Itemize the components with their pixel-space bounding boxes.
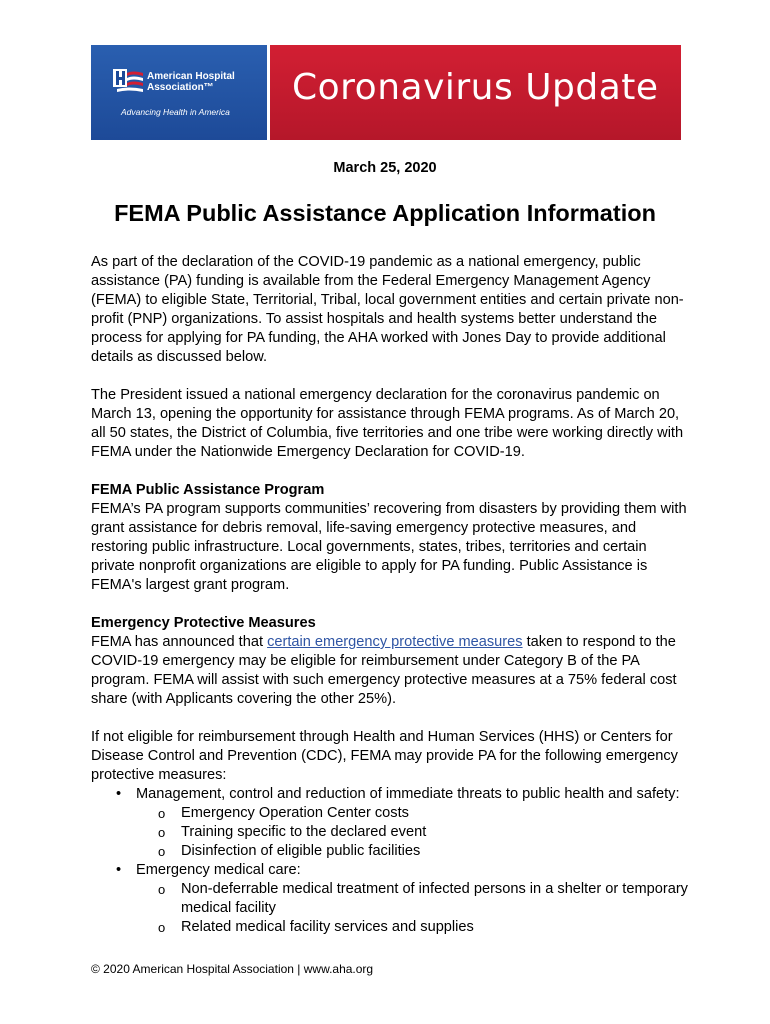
aha-logo-icon <box>113 69 143 95</box>
document-body <box>91 253 691 937</box>
epm-body-end: taken to respond to the COVID-19 emergency may be eligible for reimbursement under Category B of the PA program. FEMA will assist with such emergency protective measures at a 75% federal cost share (with Applicants covering the other 25%). <box>91 634 677 707</box>
header-banner <box>91 45 681 140</box>
measures-list <box>91 785 691 937</box>
sub-list-item: o Training specific to the declared event <box>136 823 691 842</box>
sub-list-item: o Disinfection of eligible public facilities <box>136 842 691 861</box>
sub-list-item: o Related medical facility services and supplies <box>136 918 691 937</box>
sub-list-item: o Emergency Operation Center costs <box>136 804 691 823</box>
pa-program-heading: FEMA Public Assistance Program <box>91 482 325 498</box>
banner-title: Coronavirus Update <box>292 67 659 108</box>
eligibility-paragraph: If not eligible for reimbursement through Health and Human Services (HHS) or Centers for Disease Control and Prevention (CDC), FEMA may provide PA for the following emergency protective measures: <box>91 729 678 783</box>
banner-title-panel <box>270 45 681 140</box>
org-tagline: Advancing Health in America <box>121 107 230 117</box>
sub-list-item: o Non-deferrable medical treatment of infected persons in a shelter or temporary medical facility <box>136 880 691 918</box>
epm-link[interactable]: certain emergency protective measures <box>267 634 523 650</box>
intro-paragraph: As part of the declaration of the COVID-19 pandemic as a national emergency, public assistance (PA) funding is available from the Federal Emergency Management Agency (FEMA) to eligible State, Territorial, Tribal, local government entities and certain private non-profit (PNP) organizations. To assist hospitals and health systems better understand the process for applying for PA funding, the AHA worked with Jones Day to provide additional details as discussed below. <box>91 254 684 365</box>
bullet-text: Emergency medical care: <box>136 862 301 878</box>
list-item <box>91 785 691 861</box>
aha-logo-panel <box>91 45 267 140</box>
document-date: March 25, 2020 <box>333 160 437 176</box>
pa-program-body: FEMA’s PA program supports communities’ recovering from disasters by providing them with grant assistance for debris removal, life-saving emergency protective measures, and restoring public infrastructure. Local governments, states, tribes, territories and certain private nonprofit organizations are eligible to apply for PA funding. Public Assistance is FEMA's largest grant program. <box>91 501 687 593</box>
epm-heading: Emergency Protective Measures <box>91 615 316 631</box>
org-name: American Hospital Association™ <box>147 71 235 93</box>
epm-section <box>91 614 691 709</box>
sub-list <box>136 804 691 861</box>
page-footer: © 2020 American Hospital Association | www.aha.org <box>91 962 374 976</box>
list-item <box>91 861 691 937</box>
epm-body-start: FEMA has announced that <box>91 634 268 650</box>
page-title: FEMA Public Assistance Application Information <box>114 200 656 226</box>
bullet-text: Management, control and reduction of immediate threats to public health and safety: <box>136 786 680 802</box>
declaration-paragraph: The President issued a national emergency declaration for the coronavirus pandemic on March 13, opening the opportunity for assistance through FEMA programs. As of March 20, all 50 states, the District of Columbia, five territories and one tribe were working directly with FEMA under the Nationwide Emergency Declaration for COVID-19. <box>91 387 684 460</box>
sub-list <box>136 880 691 937</box>
pa-program-section <box>91 481 691 595</box>
